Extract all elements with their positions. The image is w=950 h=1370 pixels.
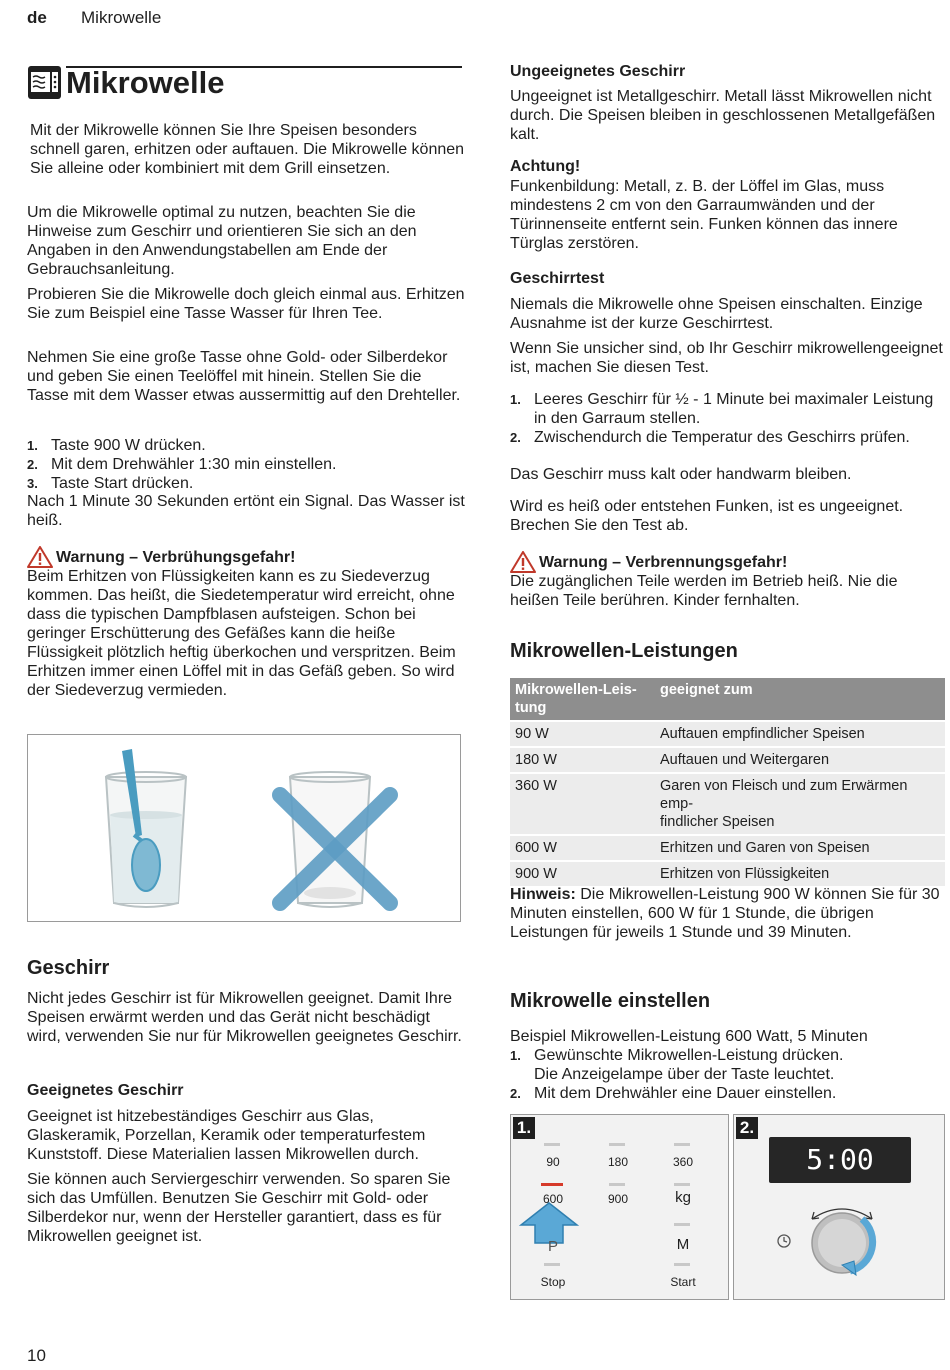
geeignet-text: Sie können auch Serviergeschirr verwenden. So sparen Sie sich das Umfüllen. Benutzen Sie Geschirr mit Gold- oder Silberdekor nur, wenn der Hersteller garantiert, dass es für Mikrowellen geeignet ist. (27, 1171, 451, 1245)
geschirrtest-result: Das Geschirr muss kalt oder handwarm bleiben. (510, 466, 852, 483)
list-item: 3. Taste Start drücken. (27, 475, 194, 492)
geschirrtest-text: Wird es heiß oder entstehen Funken, ist es ungeeignet. Brechen Sie den Test ab. (510, 498, 904, 534)
step-badge: 2. (736, 1117, 758, 1139)
table-row: 600 W Erhitzen und Garen von Speisen (510, 835, 945, 861)
section-heading-leistungen: Mikrowellen-Leistungen (510, 640, 738, 662)
header-title: Mikrowelle (81, 8, 162, 27)
warning-icon (510, 551, 536, 573)
list-item: 1. Leeres Geschirr für ½ - 1 Minute bei maximaler Leistung in den Garraum stellen. (510, 391, 934, 427)
subheading-achtung: Achtung! (510, 158, 581, 175)
page-title: Mikrowelle (66, 65, 225, 100)
page-number: 10 (27, 1346, 46, 1365)
intro-paragraph: Probieren Sie die Mikrowelle doch gleich einmal aus. Erhitzen Sie zum Beispiel eine Tasse Wasser für Ihren Tee. (27, 286, 465, 322)
steps-list (27, 436, 467, 493)
einstellen-steps (510, 1046, 945, 1103)
table-row: 90 W Auftauen empfindlicher Speisen (510, 721, 945, 747)
glass-with-spoon-icon (106, 749, 186, 907)
column-header: geeignet zum (655, 678, 945, 721)
display-panel-illustration (733, 1114, 945, 1300)
geschirr-text: Nicht jedes Geschirr ist für Mikrowellen geeignet. Damit Ihre Speisen erwärmt werden und das Gerät nicht beschädigt wird, verwenden Sie nur für Mikrowellen geeignetes Geschirr. (27, 990, 462, 1045)
warning-heading: Warnung – Verbrennungsgefahr! (510, 551, 945, 573)
microwave-icon (27, 65, 62, 100)
subheading-ungeeignet: Ungeeignetes Geschirr (510, 63, 686, 80)
table-header-row (510, 678, 945, 721)
intro-paragraph: Nehmen Sie eine große Tasse ohne Gold- oder Silberdekor und geben Sie einen Teelöffel mit hinein. Stellen Sie die Tasse mit dem Wasser etwas aussermittig auf den Drehteller. (27, 349, 461, 404)
geschirrtest-steps (510, 390, 945, 447)
subheading-geeignet: Geeignetes Geschirr (27, 1082, 184, 1099)
power-table (510, 678, 945, 886)
column-header: Mikrowellen-Leis- tung (510, 678, 655, 721)
warning-icon (27, 546, 53, 568)
power-button-360[interactable]: 360 (672, 1155, 694, 1169)
table-row: 180 W Auftauen und Weitergaren (510, 747, 945, 773)
warning-heading: Warnung – Verbrühungsgefahr! (27, 546, 467, 568)
steps-result: Nach 1 Minute 30 Sekunden ertönt ein Signal. Das Wasser ist heiß. (27, 493, 465, 529)
warning-text: Beim Erhitzen von Flüssigkeiten kann es zu Siedeverzug kommen. Das heißt, die Siedetemperatur wird erreicht, ohne dass die typischen Dampfblasen aufsteigen. Schon bei geringer Erschütterung des Gefäßes kann die heiße Flüssigkeit plötzlich heftig überkochen und verspritzen. Beim Erhitzen immer einen Löffel mit in das Gefäß geben. So wird der Siedeverzug vermieden. (27, 568, 456, 699)
stop-button[interactable]: Stop (540, 1275, 566, 1289)
control-panel-illustration (510, 1114, 729, 1300)
list-item: 2. Mit dem Drehwähler 1:30 min einstellen. (27, 456, 337, 473)
section-heading-einstellen: Mikrowelle einstellen (510, 990, 711, 1012)
warning-text: Die zugänglichen Teile werden im Betrieb heiß. Nie die heißen Teile berühren. Kinder fernhalten. (510, 573, 898, 609)
ungeeignet-text: Ungeeignet ist Metallgeschirr. Metall lässt Mikrowellen nicht durch. Die Speisen bleiben in geschlossenen Metallgefäßen kalt. (510, 88, 936, 143)
language-code: de (27, 8, 47, 27)
geschirrtest-text: Wenn Sie unsicher sind, ob Ihr Geschirr mikrowellengeeignet ist, machen Sie diesen Test. (510, 340, 943, 376)
power-button-180[interactable]: 180 (607, 1155, 629, 1169)
geschirrtest-text: Niemals die Mikrowelle ohne Speisen einschalten. Einzige Ausnahme ist der kurze Geschirrtest. (510, 296, 923, 332)
glass-illustration (27, 734, 461, 922)
einstellen-example: Beispiel Mikrowellen-Leistung 600 Watt, 5 Minuten (510, 1028, 868, 1045)
hinweis-note: Hinweis: Die Mikrowellen-Leistung 900 W können Sie für 30 Minuten einstellen, 600 W für 1 Stunde, die übrigen Leistungen für jeweils 1 Stunde und 39 Minuten. (510, 886, 940, 941)
timer-display: 5:00 (806, 1143, 874, 1176)
achtung-text: Funkenbildung: Metall, z. B. der Löffel im Glas, muss mindestens 2 cm von den Garraumwänden und der Türinnenseite entfernt sein. Funken können das innere Türglas zerstören. (510, 178, 898, 252)
list-item: 1. Gewünschte Mikrowellen-Leistung drücken. Die Anzeigelampe über der Taste leuchtet. (510, 1047, 844, 1083)
intro-paragraph: Um die Mikrowelle optimal zu nutzen, beachten Sie die Hinweise zum Geschirr und orientieren Sie sich an den Angaben in den Anwendungstabellen am Ende der Gebrauchsanleitung. (27, 204, 417, 278)
start-button[interactable]: Start (670, 1275, 696, 1289)
memory-button[interactable]: M (676, 1236, 690, 1253)
list-item: 2. Mit dem Drehwähler eine Dauer einstellen. (510, 1085, 837, 1102)
intro-paragraph: Mit der Mikrowelle können Sie Ihre Speisen besonders schnell garen, erhitzen oder auftauen. Die Mikrowelle können Sie alleine oder kombiniert mit dem Grill einsetzen. (30, 122, 465, 177)
weight-button[interactable]: kg (675, 1189, 691, 1206)
table-row: 900 W Erhitzen von Flüssigkeiten (510, 861, 945, 886)
power-button-900[interactable]: 900 (607, 1192, 629, 1206)
geeignet-text: Geeignet ist hitzebeständiges Geschirr aus Glas, Glaskeramik, Porzellan, Keramik oder temperaturfestem Kunststoff. Diese Materialien lassen Mikrowellen durch. (27, 1108, 426, 1163)
subheading-geschirrtest: Geschirrtest (510, 270, 605, 287)
table-row: 360 W Garen von Fleisch und zum Erwärmen emp- findlicher Speisen (510, 773, 945, 835)
power-button-90[interactable]: 90 (546, 1155, 560, 1169)
power-button-600[interactable]: 600 (542, 1192, 564, 1206)
step-badge: 1. (513, 1117, 535, 1139)
program-button[interactable]: P (547, 1238, 558, 1255)
section-heading-geschirr: Geschirr (27, 957, 110, 979)
list-item: 1. Taste 900 W drücken. (27, 437, 206, 454)
empty-glass-crossed-icon (280, 772, 390, 907)
list-item: 2. Zwischendurch die Temperatur des Geschirrs prüfen. (510, 429, 910, 446)
